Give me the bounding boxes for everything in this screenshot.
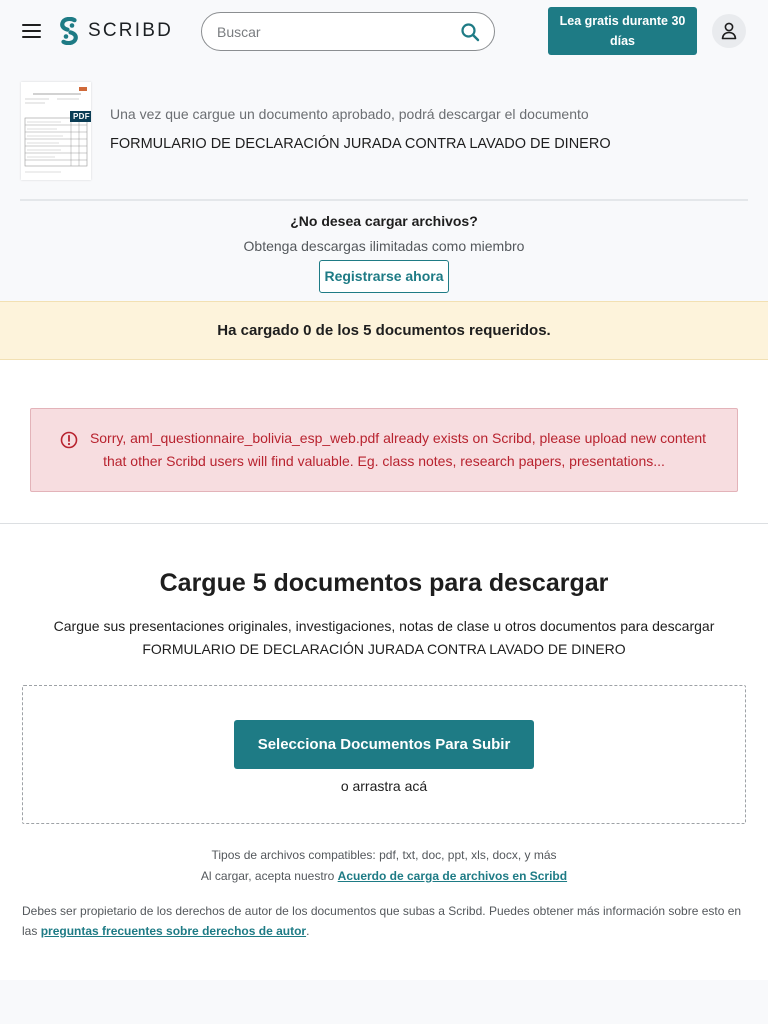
upload-title: Cargue 5 documentos para descargar	[159, 569, 609, 597]
register-button[interactable]: Registrarse ahora	[319, 260, 449, 293]
document-title[interactable]: FORMULARIO DE DECLARACIÓN JURADA CONTRA LAVADO DE DINERO	[110, 136, 611, 152]
upload-agreement	[0, 869, 768, 883]
copyright-faq-link[interactable]: preguntas frecuentes sobre derechos de autor	[40, 924, 307, 938]
pdf-badge: PDF	[70, 111, 91, 122]
user-icon	[721, 22, 737, 40]
copyright-suffix: .	[306, 924, 310, 938]
cta-line-2: días	[609, 34, 635, 48]
user-account-button[interactable]	[712, 14, 746, 48]
error-alert	[30, 408, 738, 492]
search-box[interactable]	[201, 12, 495, 51]
hamburger-icon[interactable]	[20, 20, 44, 42]
top-header	[0, 0, 768, 62]
logo-text: SCRIBD	[88, 20, 173, 41]
upload-agreement-link[interactable]: Acuerdo de carga de archivos en Scribd	[337, 869, 568, 883]
free-trial-button[interactable]	[548, 7, 697, 55]
document-preview-image	[21, 82, 91, 180]
error-message-line-2: that other Scribd users will find valuable. Eg. class notes, research papers, presentations...	[103, 453, 665, 469]
section-divider	[0, 523, 768, 524]
search-icon[interactable]	[460, 22, 480, 42]
footer-band	[0, 980, 768, 1024]
upload-document-name: FORMULARIO DE DECLARACIÓN JURADA CONTRA LAVADO DE DINERO	[142, 641, 626, 657]
select-documents-button[interactable]: Selecciona Documentos Para Subir	[234, 720, 534, 769]
supported-filetypes: Tipos de archivos compatibles: pdf, txt, doc, ppt, xls, docx, y más	[211, 848, 557, 862]
search-input[interactable]	[217, 22, 447, 42]
download-note: Una vez que cargue un documento aprobado, podrá descargar el documento	[110, 106, 589, 122]
divider	[20, 199, 748, 201]
error-message-line-1: Sorry, aml_questionnaire_bolivia_esp_web.pdf already exists on Scribd, please upload new content	[89, 430, 707, 446]
upload-progress-banner: Ha cargado 0 de los 5 documentos requeridos.	[0, 301, 768, 360]
membership-subtitle: Obtenga descargas ilimitadas como miembro	[243, 238, 525, 254]
document-thumbnail	[21, 82, 91, 180]
agreement-prefix: Al cargar, acepta nuestro	[200, 869, 338, 883]
copyright-notice	[22, 901, 746, 941]
upload-description: Cargue sus presentaciones originales, investigaciones, notas de clase u otros documentos para descargar	[53, 618, 715, 634]
scribd-logo-icon	[58, 17, 80, 45]
drag-hint: o arrastra acá	[340, 778, 428, 794]
scribd-logo[interactable]	[58, 16, 173, 46]
cta-line-1: Lea gratis durante 30	[559, 14, 686, 28]
copyright-text: Debes ser propietario de los derechos de autor de los documentos que subas a Scribd. Puedes obtener más información sobre esto en las	[22, 904, 742, 938]
membership-question: ¿No desea cargar archivos?	[290, 213, 478, 229]
